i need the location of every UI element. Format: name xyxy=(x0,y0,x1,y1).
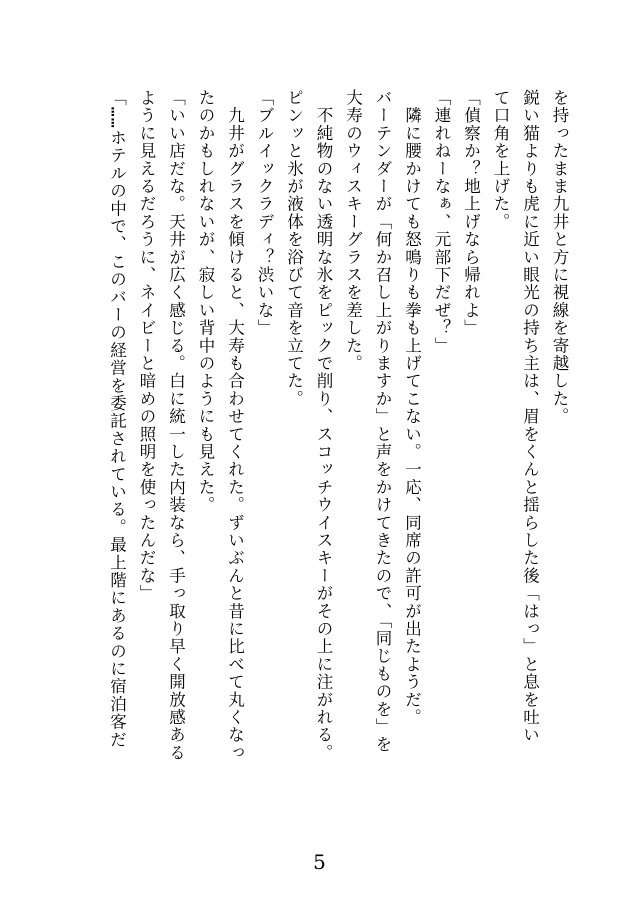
text-line: ように見えるだろうに、ネイビーと暗めの照明を使ったんだな」 xyxy=(137,89,156,603)
text-line: て口角を上げた。 xyxy=(491,89,510,231)
text-line: 鋭い猫よりも虎に近い眼光の持ち主は、眉をくんと揺らした後「はっ」と息を吐い xyxy=(520,89,540,744)
text-line: 不純物のない透明な氷をピックで削り、スコッチウイスキーがその上に注がれる。 xyxy=(314,89,333,762)
text-line: 「ブルイックラディ？渋いな」 xyxy=(255,89,274,337)
text-line: ピンッと氷が液体を浴びて音を立てた。 xyxy=(284,89,304,408)
body-text xyxy=(102,89,574,829)
text-line: たのかもしれないが、寂しい背中のようにも見えた。 xyxy=(196,89,215,514)
text-line: 大寿のウィスキーグラスを差した。 xyxy=(343,89,363,373)
page-number: 5 xyxy=(313,850,326,874)
text-line: 「……ホテルの中で、このバーの経営を委託されている。最上階にあるのに宿泊客だ xyxy=(107,89,127,749)
text-line: 九井がグラスを傾けると、大寿も合わせてくれた。ずいぶんと昔に比べて丸くなっ xyxy=(225,89,245,762)
text-line: 隣に腰かけても怒鳴りも拳も上げてこない。一応、同席の許可が出たようだ。 xyxy=(402,89,422,727)
text-line: バーテンダーが「何か召し上がりますか」と声をかけてきたので、「同じものを」を xyxy=(373,89,392,754)
text-line: 「偵察か？地上げなら帰れよ」 xyxy=(461,89,481,337)
text-line: 「連れねーなぁ、元部下だぜ？」 xyxy=(432,89,451,355)
text-line: を持ったまま九井と方に視線を寄越した。 xyxy=(550,89,569,426)
text-line: 「いい店だな。天井が広く感じる。白に統一した内装なら、手っ取り早く開放感ある xyxy=(166,89,186,762)
